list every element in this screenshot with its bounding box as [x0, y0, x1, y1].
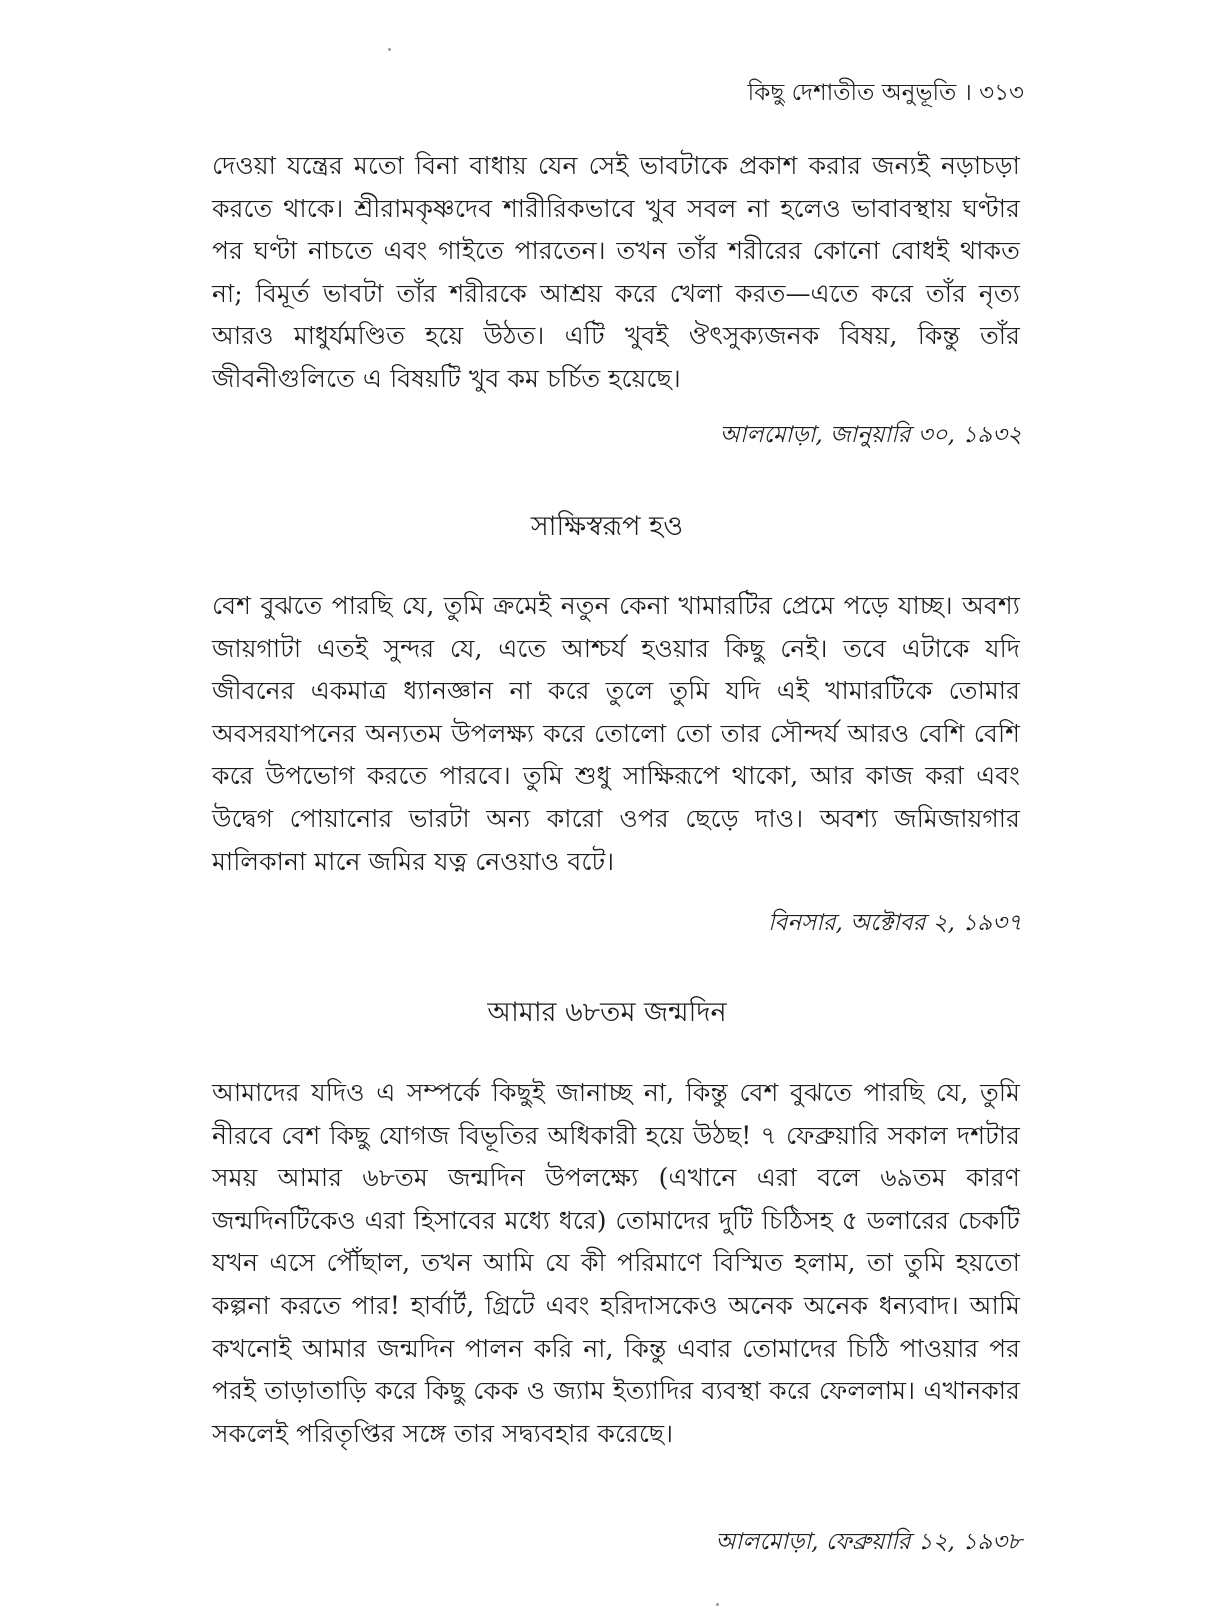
- paragraph: দেওয়া যন্ত্রের মতো বিনা বাধায় যেন সেই ভাবটাকে প্রকাশ করার জন্যই নড়াচড়া করতে থাকে। শ্রীরামকৃষ্ণদেব শারীরিকভাবে খুব সবল না হলেও ভাবাবস্থায় ঘণ্টার পর ঘণ্টা নাচতে এবং গাইতে পারতেন। তখন তাঁর শরীরের কোনো বোধই থাকত না; বিমূর্ত ভাবটা তাঁর শরীরকে আশ্রয় করে খেলা করত—এতে করে তাঁর নৃত্য আরও মাধুর্যমণ্ডিত হয়ে উঠত। এটি খুবই ঔৎসুক্যজনক বিষয়, কিন্তু তাঁর জীবনীগুলিতে এ বিষয়টি খুব কম চর্চিত হয়েছে।: [212, 151, 1020, 393]
- dateline: আলমোড়া, জানুয়ারি ৩০, ১৯৩২: [719, 422, 1022, 448]
- section-2-body: [212, 585, 1020, 883]
- dateline: বিনসার, অক্টোবর ২, ১৯৩৭: [767, 910, 1022, 936]
- dateline: আলমোড়া, ফেব্রুয়ারি ১২, ১৯৩৮: [715, 1529, 1022, 1555]
- section-heading: সাক্ষিস্বরূপ হও: [530, 511, 684, 542]
- section-1-body: [212, 145, 1020, 401]
- section-3-body: [212, 1072, 1020, 1455]
- paragraph: বেশ বুঝতে পারছি যে, তুমি ক্রমেই নতুন কেনা খামারটির প্রেমে পড়ে যাচ্ছ। অবশ্য জায়গাটা এতই সুন্দর যে, এতে আশ্চর্য হওয়ার কিছু নেই। তবে এটাকে যদি জীবনের একমাত্র ধ্যানজ্ঞান না করে তুলে তুমি যদি এই খামারটিকে তোমার অবসরযাপনের অন্যতম উপলক্ষ্য করে তোলো তো তার সৌন্দর্য আরও বেশি বেশি করে উপভোগ করতে পারবে। তুমি শুধু সাক্ষিরূপে থাকো, আর কাজ করা এবং উদ্বেগ পোয়ানোর ভারটা অন্য কারো ওপর ছেড়ে দাও। অবশ্য জমিজায়গার মালিকানা মানে জমির যত্ন নেওয়াও বটে।: [212, 591, 1020, 876]
- paper-speck: [388, 48, 391, 51]
- running-header: কিছু দেশাতীত অনুভূতি । ৩১৩: [747, 80, 1024, 106]
- section-heading: আমার ৬৮তম জন্মদিন: [487, 997, 727, 1028]
- paper-speck: [716, 1603, 719, 1606]
- paragraph: আমাদের যদিও এ সম্পর্কে কিছুই জানাচ্ছ না, কিন্তু বেশ বুঝতে পারছি যে, তুমি নীরবে বেশ কিছু যোগজ বিভূতির অধিকারী হয়ে উঠছ! ৭ ফেব্রুয়ারি সকাল দশটার সময় আমার ৬৮তম জন্মদিন উপলক্ষ্যে (এখানে এরা বলে ৬৯তম কারণ জন্মদিনটিকেও এরা হিসাবের মধ্যে ধরে) তোমাদের দুটি চিঠিসহ ৫ ডলারের চেকটি যখন এসে পৌঁছাল, তখন আমি যে কী পরিমাণে বিস্মিত হলাম, তা তুমি হয়তো কল্পনা করতে পার! হার্বার্ট, গ্রিটে এবং হরিদাসকেও অনেক অনেক ধন্যবাদ। আমি কখনোই আমার জন্মদিন পালন করি না, কিন্তু এবার তোমাদের চিঠি পাওয়ার পর পরই তাড়াতাড়ি করে কিছু কেক ও জ্যাম ইত্যাদির ব্যবস্থা করে ফেললাম। এখানকার সকলেই পরিতৃপ্তির সঙ্গে তার সদ্ব্যবহার করেছে।: [212, 1078, 1020, 1448]
